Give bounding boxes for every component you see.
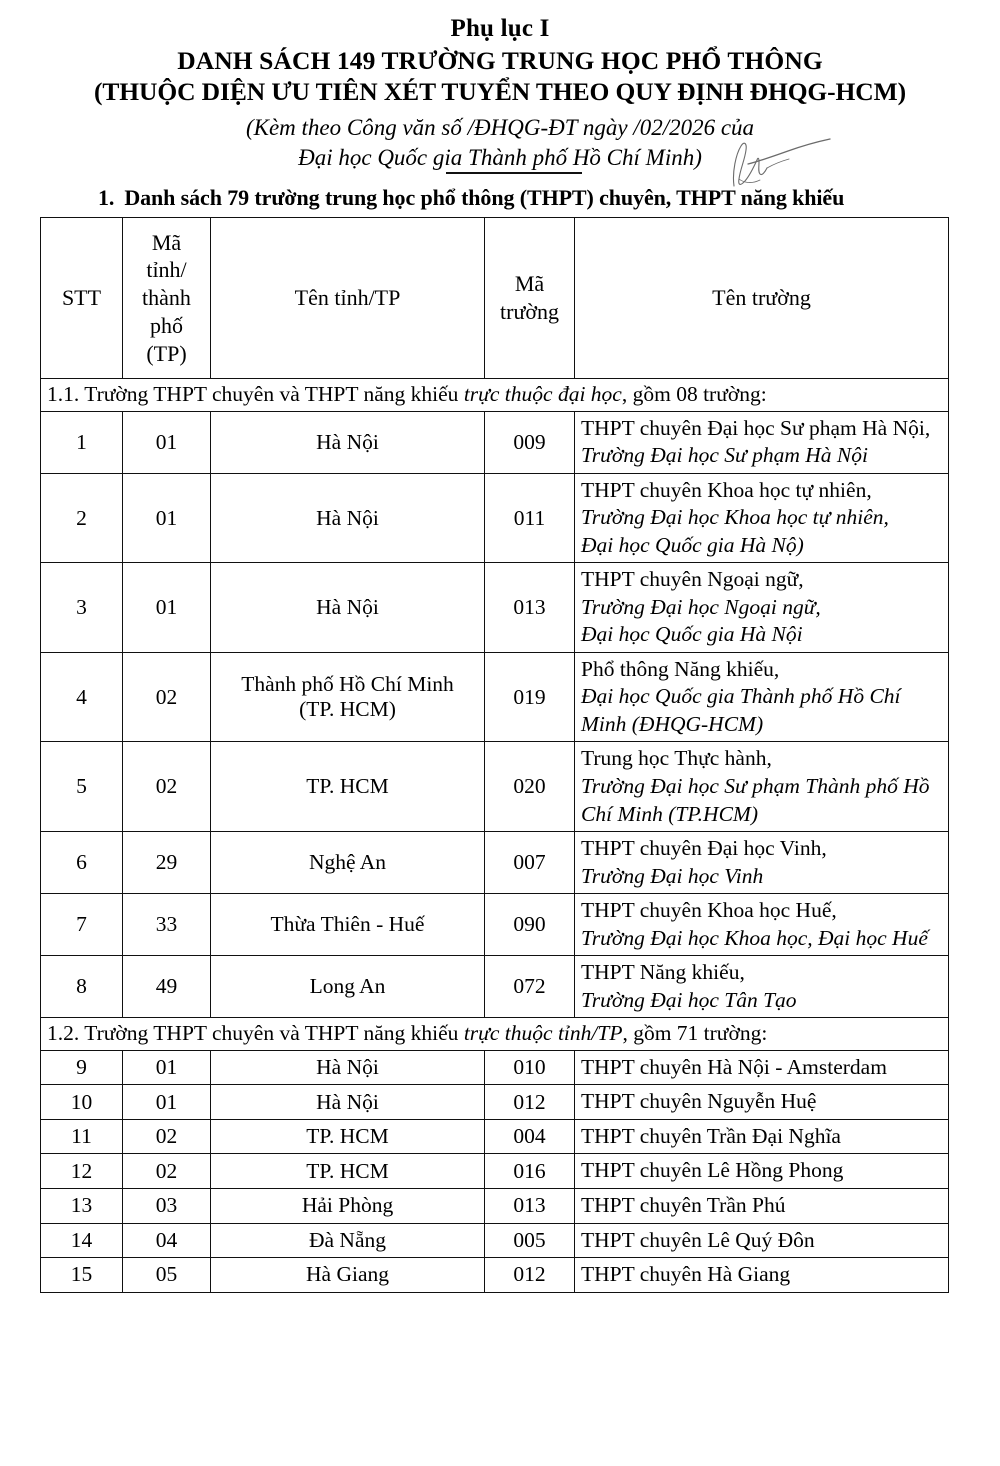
- subtitle-underline: [446, 172, 582, 174]
- table-row: [41, 832, 949, 894]
- appendix-label: Phụ lục I: [450, 15, 550, 42]
- section-heading: [0, 185, 1000, 211]
- school-name-regular: THPT Năng khiếu,: [581, 960, 745, 985]
- school-name-italic: Trường Đại học Vinh: [581, 863, 764, 888]
- cell-school-name: [575, 1050, 949, 1085]
- cell-school-code: 013: [485, 1188, 575, 1223]
- table-row: [41, 894, 949, 956]
- table-row: [41, 1050, 949, 1085]
- group-suffix: , gồm 08 trường:: [621, 382, 767, 407]
- province-name-line1: Thành phố Hồ Chí Minh: [241, 672, 454, 697]
- cell-stt: 8: [41, 956, 123, 1018]
- cell-school-name: [575, 411, 949, 473]
- document-subtitle-line-2: Đại học Quốc gia Thành phố Hồ Chí Minh): [298, 145, 702, 171]
- cell-school-name: [575, 1258, 949, 1293]
- table-row: [41, 1223, 949, 1258]
- cell-province-name: TP. HCM: [211, 1119, 485, 1154]
- cell-school-name: [575, 1223, 949, 1258]
- cell-school-name: [575, 1154, 949, 1189]
- header-school-code-line2: trường: [500, 299, 559, 325]
- cell-stt: 5: [41, 742, 123, 832]
- cell-school-code: 007: [485, 832, 575, 894]
- school-name-italic: Trường Đại học Ngoại ngữ,: [581, 594, 821, 619]
- cell-province-name: Long An: [211, 956, 485, 1018]
- cell-school-code: 005: [485, 1223, 575, 1258]
- cell-province-code: 33: [123, 894, 211, 956]
- cell-province-name: Hà Nội: [211, 473, 485, 563]
- cell-stt: 7: [41, 894, 123, 956]
- cell-province-name: Hà Nội: [211, 563, 485, 653]
- table-row: [41, 411, 949, 473]
- school-name-regular: THPT chuyên Ngoại ngữ,: [581, 567, 804, 592]
- school-name-regular: THPT chuyên Trần Đại Nghĩa: [581, 1123, 841, 1148]
- cell-province-code: 01: [123, 1050, 211, 1085]
- group-header-1-1: [41, 379, 949, 412]
- header-province-code-line3: thành: [142, 285, 191, 311]
- schools-table: [40, 217, 949, 1293]
- table-row: [41, 956, 949, 1018]
- cell-province-name: Nghệ An: [211, 832, 485, 894]
- cell-province-name: Hải Phòng: [211, 1188, 485, 1223]
- cell-province-name: Thừa Thiên - Huế: [211, 894, 485, 956]
- cell-province-name: Đà Nẵng: [211, 1223, 485, 1258]
- cell-province-name: [211, 652, 485, 742]
- cell-school-code: 016: [485, 1154, 575, 1189]
- cell-school-name: [575, 563, 949, 653]
- cell-province-name: Hà Nội: [211, 411, 485, 473]
- cell-stt: 15: [41, 1258, 123, 1293]
- cell-school-code: 012: [485, 1258, 575, 1293]
- document-title-line-1: DANH SÁCH 149 TRƯỜNG TRUNG HỌC PHỔ THÔNG: [177, 45, 823, 75]
- cell-province-name: TP. HCM: [211, 742, 485, 832]
- cell-stt: 13: [41, 1188, 123, 1223]
- group-header-1-2: [41, 1018, 949, 1051]
- header-province-code-line5: (TP): [146, 340, 187, 366]
- cell-stt: 3: [41, 563, 123, 653]
- cell-school-code: 090: [485, 894, 575, 956]
- header-province-code-line4: phố: [150, 312, 183, 338]
- school-name-regular: THPT chuyên Nguyễn Huệ: [581, 1089, 817, 1114]
- section-number: 1.: [98, 185, 115, 211]
- cell-school-code: 020: [485, 742, 575, 832]
- cell-school-name: [575, 894, 949, 956]
- cell-province-code: 02: [123, 1154, 211, 1189]
- cell-school-name: [575, 652, 949, 742]
- cell-school-code: 011: [485, 473, 575, 563]
- cell-province-code: 29: [123, 832, 211, 894]
- school-name-regular: THPT chuyên Đại học Sư phạm Hà Nội,: [581, 415, 931, 440]
- cell-school-code: 012: [485, 1085, 575, 1120]
- school-name-italic: Trường Đại học Sư phạm Thành phố Hồ Chí Minh (TP.HCM): [581, 774, 930, 826]
- table-row: [41, 742, 949, 832]
- cell-school-code: 009: [485, 411, 575, 473]
- cell-school-name: [575, 832, 949, 894]
- school-name-regular: THPT chuyên Trần Phú: [581, 1192, 786, 1217]
- school-name-italic-2: Đại học Quốc gia Hà Nộ): [581, 532, 804, 557]
- group-header-row: [41, 1018, 949, 1051]
- province-name-line2: (TP. HCM): [299, 697, 396, 722]
- cell-stt: 4: [41, 652, 123, 742]
- title-block: [0, 0, 1000, 173]
- school-name-regular: Trung học Thực hành,: [581, 746, 772, 771]
- cell-province-code: 01: [123, 473, 211, 563]
- table-body: [41, 379, 949, 1293]
- cell-province-name: Hà Giang: [211, 1258, 485, 1293]
- table-row: [41, 1258, 949, 1293]
- cell-province-name: Hà Nội: [211, 1085, 485, 1120]
- group-italic: trực thuộc đại học: [463, 382, 622, 407]
- cell-province-code: 05: [123, 1258, 211, 1293]
- table-header: [41, 218, 949, 379]
- cell-school-name: [575, 1188, 949, 1223]
- table-container: [0, 217, 1000, 1293]
- table-row: [41, 652, 949, 742]
- header-school-name: Tên trường: [575, 218, 949, 379]
- cell-school-code: 004: [485, 1119, 575, 1154]
- cell-stt: 11: [41, 1119, 123, 1154]
- table-row: [41, 1154, 949, 1189]
- school-name-regular: Phổ thông Năng khiếu,: [581, 656, 780, 681]
- cell-school-code: 019: [485, 652, 575, 742]
- cell-stt: 14: [41, 1223, 123, 1258]
- group-prefix: 1.2. Trường THPT chuyên và THPT năng khiếu: [47, 1021, 464, 1046]
- school-name-regular: THPT chuyên Hà Giang: [581, 1262, 791, 1287]
- cell-stt: 12: [41, 1154, 123, 1189]
- cell-province-code: 02: [123, 1119, 211, 1154]
- school-name-regular: THPT chuyên Lê Hồng Phong: [581, 1158, 844, 1183]
- table-row: [41, 1085, 949, 1120]
- header-stt: STT: [41, 218, 123, 379]
- cell-province-code: 02: [123, 742, 211, 832]
- group-prefix: 1.1. Trường THPT chuyên và THPT năng khiếu: [47, 382, 464, 407]
- cell-school-name: [575, 473, 949, 563]
- cell-stt: 6: [41, 832, 123, 894]
- cell-school-code: 010: [485, 1050, 575, 1085]
- school-name-regular: THPT chuyên Đại học Vinh,: [581, 836, 827, 861]
- table-header-row: [41, 218, 949, 379]
- cell-province-code: 01: [123, 411, 211, 473]
- cell-province-name: TP. HCM: [211, 1154, 485, 1189]
- group-italic: trực thuộc tỉnh/TP: [463, 1021, 623, 1046]
- table-row: [41, 1188, 949, 1223]
- table-row: [41, 473, 949, 563]
- cell-school-name: [575, 1085, 949, 1120]
- school-name-regular: THPT chuyên Khoa học tự nhiên,: [581, 477, 872, 502]
- cell-stt: 10: [41, 1085, 123, 1120]
- group-suffix: , gồm 71 trường:: [622, 1021, 768, 1046]
- school-name-regular: THPT chuyên Lê Quý Đôn: [581, 1227, 815, 1252]
- header-province-code: [123, 218, 211, 379]
- cell-province-code: 03: [123, 1188, 211, 1223]
- cell-province-code: 01: [123, 1085, 211, 1120]
- cell-province-code: 01: [123, 563, 211, 653]
- cell-province-code: 04: [123, 1223, 211, 1258]
- cell-school-code: 072: [485, 956, 575, 1018]
- cell-school-name: [575, 742, 949, 832]
- cell-school-code: 013: [485, 563, 575, 653]
- document-subtitle-line-1: (Kèm theo Công văn số /ĐHQG-ĐT ngày /02/2026 của: [245, 115, 755, 141]
- header-province-code-line1: Mã: [151, 229, 182, 255]
- document-title-line-2: (THUỘC DIỆN ƯU TIÊN XÉT TUYỂN THEO QUY ĐỊNH ĐHQG-HCM): [94, 77, 906, 107]
- header-school-code-line1: Mã: [514, 271, 545, 297]
- school-name-italic: Trường Đại học Khoa học tự nhiên,: [581, 505, 889, 530]
- table-row: [41, 563, 949, 653]
- header-province-name: Tên tỉnh/TP: [211, 218, 485, 379]
- cell-stt: 9: [41, 1050, 123, 1085]
- school-name-regular: THPT chuyên Hà Nội - Amsterdam: [581, 1054, 887, 1079]
- cell-province-code: 02: [123, 652, 211, 742]
- cell-stt: 1: [41, 411, 123, 473]
- school-name-italic: Trường Đại học Khoa học, Đại học Huế: [581, 925, 928, 950]
- school-name-italic: Trường Đại học Tân Tạo: [581, 987, 797, 1012]
- table-row: [41, 1119, 949, 1154]
- cell-school-name: [575, 956, 949, 1018]
- school-name-regular: THPT chuyên Khoa học Huế,: [581, 898, 837, 923]
- school-name-italic: Đại học Quốc gia Thành phố Hồ Chí Minh (ĐHQG-HCM): [581, 684, 901, 736]
- section-title: Danh sách 79 trường trung học phổ thông (THPT) chuyên, THPT năng khiếu: [124, 185, 845, 211]
- school-name-italic: Trường Đại học Sư phạm Hà Nội: [581, 443, 868, 468]
- group-header-row: [41, 379, 949, 412]
- school-name-italic-2: Đại học Quốc gia Hà Nội: [581, 622, 803, 647]
- cell-province-name: Hà Nội: [211, 1050, 485, 1085]
- header-province-code-line2: tỉnh/: [146, 257, 187, 283]
- header-school-code: [485, 218, 575, 379]
- cell-province-code: 49: [123, 956, 211, 1018]
- cell-stt: 2: [41, 473, 123, 563]
- cell-school-name: [575, 1119, 949, 1154]
